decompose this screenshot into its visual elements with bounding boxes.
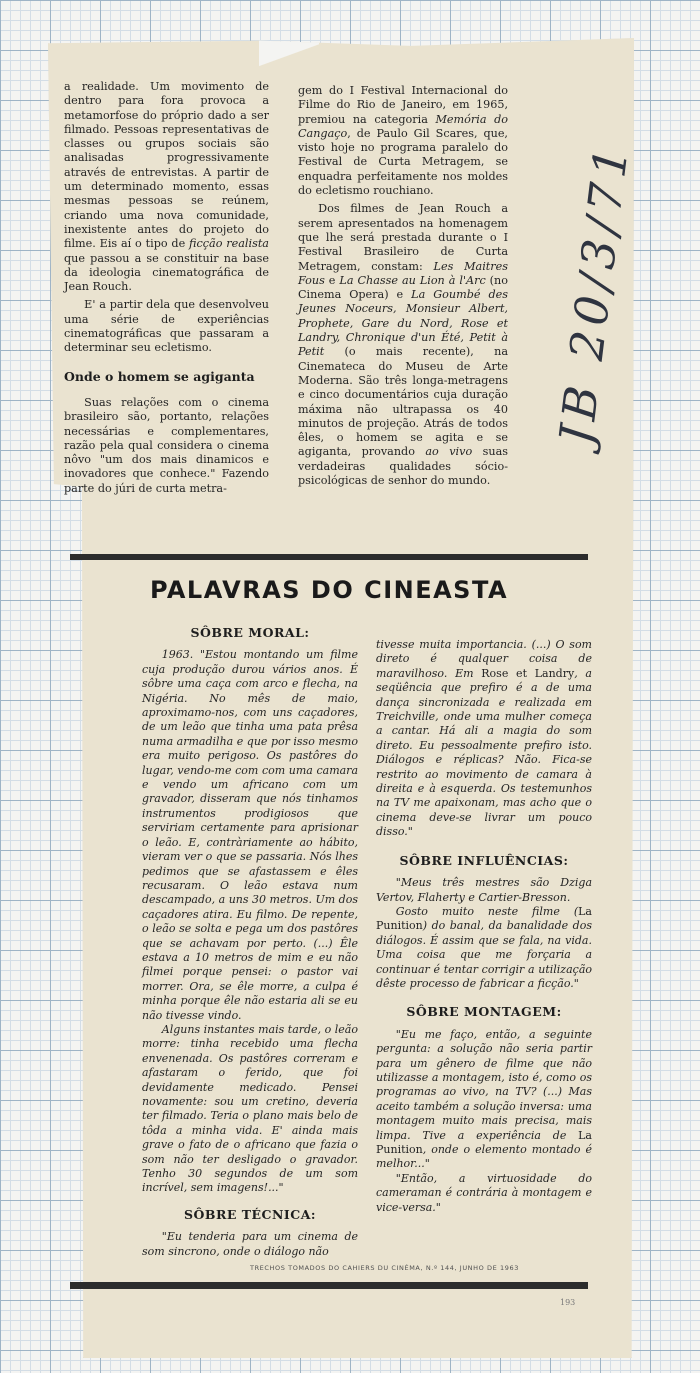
article-column-left <box>64 80 269 496</box>
article-column-right <box>298 84 508 488</box>
paragraph: "Eu me faço, então, a seguinte pergunta: a solução não seria partir para um gênero de filme que não utilizasse a montagem, isto é, como os programas ao vivo, na TV? (...) Mas aceito também a solução inversa: uma montagem muito mais precisa, mais limpa. Tive a experiência de La Punition, onde o elemento montado é melhor..." <box>376 1027 592 1171</box>
section-heading-influencias: SÔBRE INFLUÊNCIAS: <box>399 852 569 868</box>
paragraph: "Eu tenderia para um cinema de som sincrono, onde o diálogo não <box>142 1230 358 1258</box>
paragraph: Suas relações com o cinema brasileiro são, portanto, relações necessárias e complementares, razão pela qual considera o cinema nôvo "um dos mais dinamicos e inovadores que conhece." Fazendo parte do júri de curta metra- <box>64 395 269 495</box>
page-number: 193 <box>560 1298 576 1307</box>
paragraph: a realidade. Um movimento de dentro para fora provoca a metamorfose do próprio dado a ser filmado. Pessoas representativas de classes ou grupos sociais são analisadas progressivamente através de entrevistas. A partir de um determinado momento, essas mesmas pessoas se reúnem, criando uma nova comunidade, inexistente antes do projeto do filme. Eis aí o tipo de ficção realista que passou a se constituir na base da ideologia cinematográfica de Jean Rouch. <box>64 80 269 294</box>
section-heading-tecnica: SÔBRE TÉCNICA: <box>183 1206 317 1222</box>
paragraph: Gosto muito neste filme (La Punition) do banal, da banalidade dos diálogos. É assim que se fala, na vida. Uma coisa que me forçaria a continuar é tentar corrigir a utilização dêste processo de fabricar a ficção." <box>376 904 592 990</box>
divider-rule <box>70 1282 588 1289</box>
handwritten-note: JB 20/3/71 <box>548 138 640 448</box>
quotes-column-left <box>142 622 358 1259</box>
section-title: PALAVRAS DO CINEASTA <box>149 576 509 604</box>
section-heading-montagem: SÔBRE MONTAGEM: <box>406 1004 562 1020</box>
divider-rule <box>70 554 588 560</box>
paragraph: "Meus três mestres são Dziga Vertov, Flaherty e Cartier-Bresson. <box>376 876 592 904</box>
quotes-column-right <box>376 638 592 1215</box>
paragraph: gem do I Festival Internacional do Filme do Rio de Janeiro, em 1965, premiou na categoria Memória do Cangaço, de Paulo Gil Scares, que, visto hoje no programa paralelo do Festival de Curta Metragem, se enquadra perfeitamente nos moldes do ecletismo rouchiano. <box>298 84 508 198</box>
paragraph: 1963. "Estou montando um filme cuja produção durou vários anos. É sôbre uma caça com arco e flecha, na Nigéria. No mês de maio, aproximamo-nos, com uns caçadores, de um leão que tinha uma pata prêsa numa armadilha e que por isso mesmo era muito perigoso. Os pastôres do lugar, vendo-me com com uma camara e vendo um africano com um gravador, disseram que nós tinhamos instrumentos prodigiosos que serviriam certamente para aprisionar o leão. E, contràriamente ao hábito, vieram ver o que se passaria. Nós lhes pedimos que se afastassem e êles recusaram. O leão estava num descampado, a uns 30 metros. Um dos caçadores atira. Eu filmo. De repente, o leão se solta e pega um dos pastôres que se achavam por perto. (...) Êle estava a 10 metros de mim e eu não filmei porque pensei: o pastor vai morrer. Ora, se êle morre, a culpa é minha porque êle não estaria ali se eu não tivesse vindo. <box>142 648 358 1022</box>
source-credit: TRECHOS TOMADOS DO CAHIERS DU CINÉMA, N.º 144, JUNHO DE 1963 <box>250 1264 519 1272</box>
paragraph: Dos filmes de Jean Rouch a serem apresentados na homenagem que lhe será prestada durante o I Festival Brasileiro de Curta Metragem, constam: Les Maitres Fous e La Chasse au Lion à l'Arc (no Cinema Opera) e La Goumbé des Jeunes Noceurs, Monsieur Albert, Prophete, Gare du Nord, Rose et Landry, Chronique d'un Été, Petit à Petit (o mais recente), na Cinemateca do Museu de Arte Moderna. São três longa-metragens e cinco documentários cuja duração máxima não ultrapassa os 40 minutos de projeção. Atrás de todos êles, o homem se agita e se agiganta, provando ao vivo suas verdadeiras qualidades sócio-psicológicas de senhor do mundo. <box>298 202 509 488</box>
paragraph: E' a partir dela que desenvolveu uma série de experiências cinematográficas que passaram a determinar seu ecletismo. <box>64 298 269 355</box>
paragraph: tivesse muita importancia. (...) O som direto é qualquer coisa de maravilhoso. Em Rose et Landry, a seqüência que prefiro é a de uma dança sincronizada e realizada em Treichville, onde uma mulher começa a cantar. Há ali a magia do som direto. Eu pessoalmente prefiro isto. Diálogos e réplicas? Não. Fica-se restrito ao movimento de camara à direita e à esquerda. Os testemunhos na TV me apaixonam, mas acho que o cinema deve-se livrar um pouco disso." <box>376 638 592 839</box>
paragraph: Alguns instantes mais tarde, o leão morre: tinha recebido uma flecha envenenada. Os pastôres correram e afastaram o ferido, que foi devidamente medicado. Pensei novamente: sou um cretino, deveria ter filmado. Teria o plano mais belo de tôda a minha vida. E' ainda mais grave o fato de o africano que fazia o som não ter desligado o gravador. Tenho 30 segundos de um som incrível, sem imagens!..." <box>142 1022 358 1195</box>
paragraph: "Então, a virtuosidade do cameraman é contrária à montagem e vice-versa." <box>376 1171 592 1214</box>
subheading: Onde o homem se agiganta <box>64 368 255 384</box>
section-heading-moral: SÔBRE MORAL: <box>190 625 310 640</box>
